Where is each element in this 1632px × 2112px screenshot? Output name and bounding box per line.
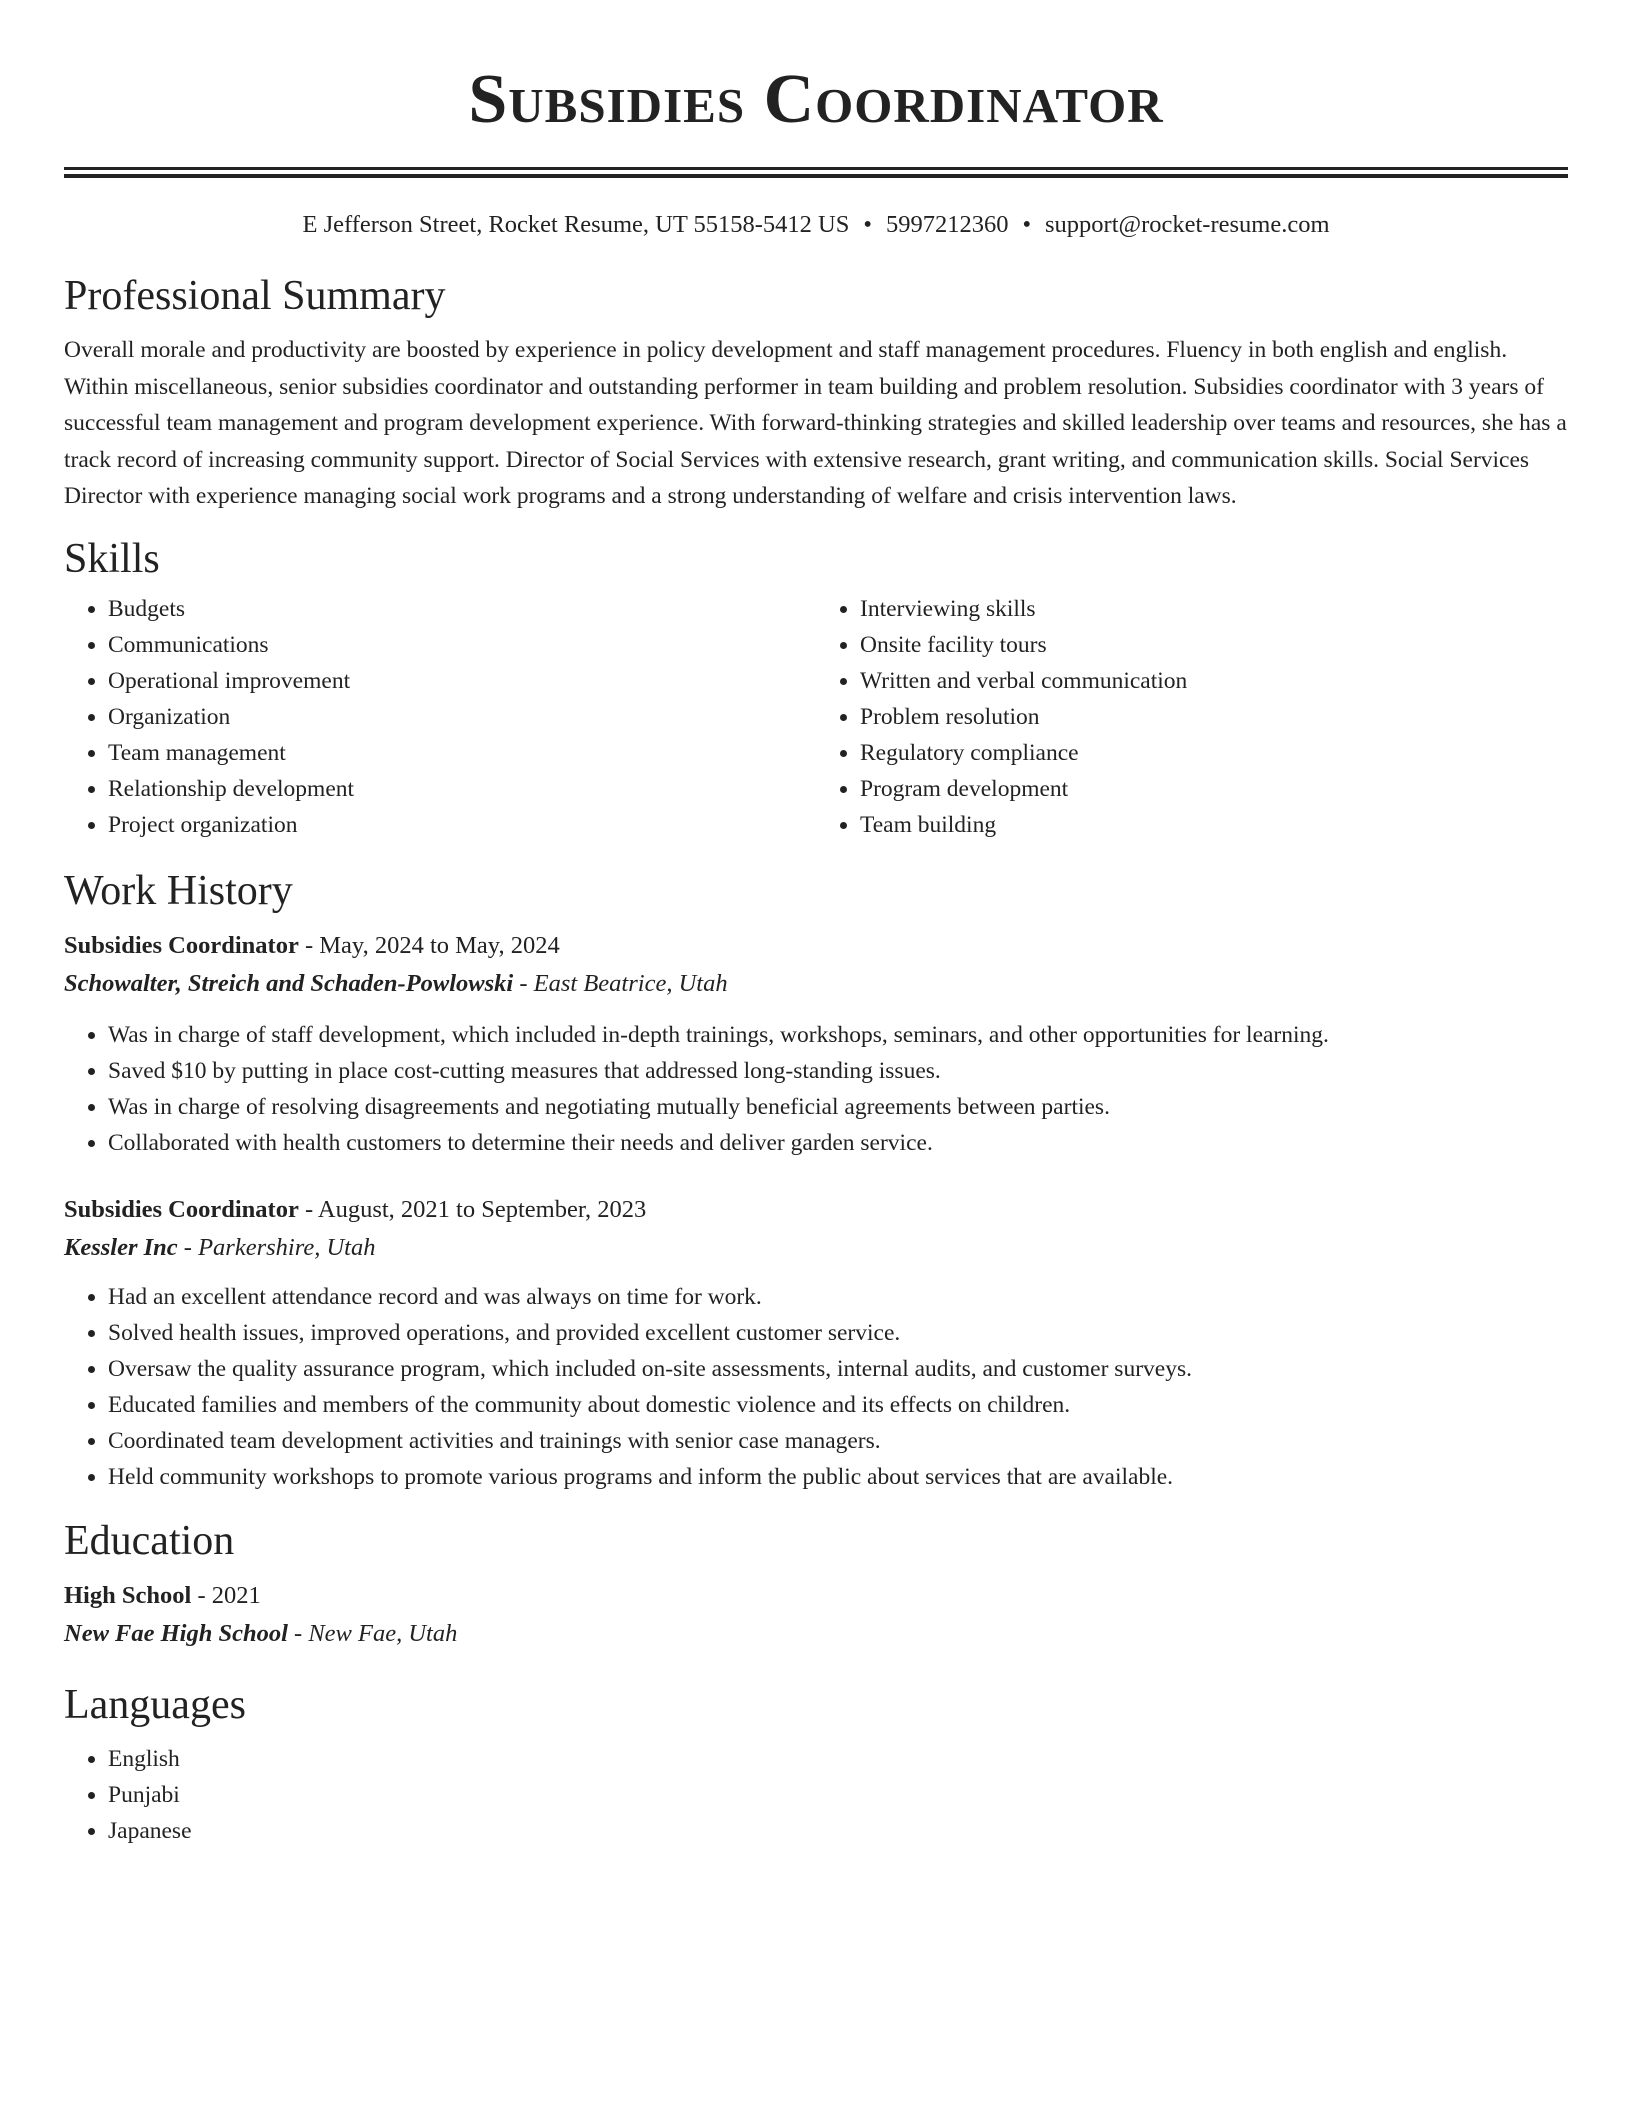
job-title: Subsidies Coordinator: [64, 1195, 299, 1223]
job-bullet: • Solved health issues, improved operations, and provided excellent customer service.: [108, 1315, 1568, 1351]
job-title-line: [64, 927, 1568, 965]
contact-separator: •: [1022, 211, 1032, 238]
language-item: • Punjabi: [108, 1777, 1568, 1813]
education-entry: [64, 1577, 1568, 1653]
job-dates: - May, 2024 to May, 2024: [298, 931, 560, 959]
skills-heading: Skills: [64, 535, 160, 582]
skill-item: • Team management: [108, 735, 816, 771]
job-company-line: [64, 965, 1568, 1003]
title-divider: [64, 167, 1568, 178]
job-entry: [64, 1191, 1568, 1495]
education-location: - New Fae, Utah: [287, 1619, 458, 1647]
job-title: Subsidies Coordinator: [64, 931, 299, 959]
job-bullet: • Was in charge of resolving disagreements and negotiating mutually beneficial agreements between parties.: [108, 1089, 1568, 1125]
job-bullets: [64, 1017, 1568, 1161]
skill-item: • Program development: [860, 771, 1568, 807]
job-bullet: • Saved $10 by putting in place cost-cutting measures that addressed long-standing issues.: [108, 1053, 1568, 1089]
languages-heading: Languages: [64, 1681, 246, 1728]
job-bullet: • Educated families and members of the community about domestic violence and its effects on children.: [108, 1387, 1568, 1423]
skill-item: • Budgets: [108, 591, 816, 627]
job-bullets: [64, 1279, 1568, 1495]
languages-list: [64, 1741, 1568, 1849]
skills-columns: [64, 591, 1568, 843]
education-school-line: [64, 1615, 1568, 1653]
language-item: • English: [108, 1741, 1568, 1777]
skill-item: • Relationship development: [108, 771, 816, 807]
education-degree: High School: [64, 1581, 192, 1609]
job-company: Kessler Inc: [64, 1233, 178, 1261]
skills-list-left: [64, 591, 816, 843]
job-location: - Parkershire, Utah: [177, 1233, 376, 1261]
contact-line: [64, 208, 1568, 242]
job-bullet: • Oversaw the quality assurance program, which included on-site assessments, internal audits, and customer surveys.: [108, 1351, 1568, 1387]
job-bullet: • Was in charge of staff development, which included in-depth trainings, workshops, seminars, and other opportunities for learning.: [108, 1017, 1568, 1053]
skill-item: • Project organization: [108, 807, 816, 843]
skill-item: • Written and verbal communication: [860, 663, 1568, 699]
language-item: • Japanese: [108, 1813, 1568, 1849]
education-degree-line: [64, 1577, 1568, 1615]
skill-item: • Operational improvement: [108, 663, 816, 699]
job-dates: - August, 2021 to September, 2023: [298, 1195, 647, 1223]
education-heading: Education: [64, 1517, 235, 1564]
skill-item: • Organization: [108, 699, 816, 735]
skill-item: • Problem resolution: [860, 699, 1568, 735]
summary-heading: Professional Summary: [64, 273, 446, 319]
work-heading: Work History: [64, 867, 293, 914]
job-company: Schowalter, Streich and Schaden-Powlowski: [64, 969, 514, 997]
contact-address: E Jefferson Street, Rocket Resume, UT 55158-5412 US: [302, 211, 850, 238]
education-school: New Fae High School: [64, 1619, 288, 1647]
job-entry: [64, 927, 1568, 1161]
skill-item: • Onsite facility tours: [860, 627, 1568, 663]
skills-list-right: [816, 591, 1568, 843]
skill-item: • Interviewing skills: [860, 591, 1568, 627]
skill-item: • Communications: [108, 627, 816, 663]
contact-phone: 5997212360: [885, 211, 1009, 238]
job-company-line: [64, 1229, 1568, 1267]
contact-separator: •: [863, 211, 872, 238]
skill-item: • Regulatory compliance: [860, 735, 1568, 771]
job-bullet: • Coordinated team development activities and trainings with senior case managers.: [108, 1423, 1568, 1459]
contact-email: support@rocket-resume.com: [1045, 211, 1330, 238]
job-bullet: • Had an excellent attendance record and was always on time for work.: [108, 1279, 1568, 1315]
job-location: - East Beatrice, Utah: [513, 969, 728, 997]
summary-text: Overall morale and productivity are boosted by experience in policy development and staff management procedures. Fluency in both english and english. Within miscellaneous, senior subsidies coordinator and outstanding performer in team building and problem resolution. Subsidies coordinator with 3 years of successful team management and program development experience. With forward-thinking strategies and skilled leadership over teams and resources, she has a track record of increasing community support. Director of Social Services with extensive research, grant writing, and communication skills. Social Services Director with experience managing social work programs and a strong understanding of welfare and crisis intervention laws.: [64, 337, 1567, 509]
job-title-line: [64, 1191, 1568, 1229]
skill-item: • Team building: [860, 807, 1568, 843]
education-year: - 2021: [191, 1581, 261, 1609]
job-bullet: • Held community workshops to promote various programs and inform the public about services that are available.: [108, 1459, 1568, 1495]
job-bullet: • Collaborated with health customers to determine their needs and deliver garden service.: [108, 1125, 1568, 1161]
page-title: Subsidies Coordinator: [468, 61, 1164, 138]
